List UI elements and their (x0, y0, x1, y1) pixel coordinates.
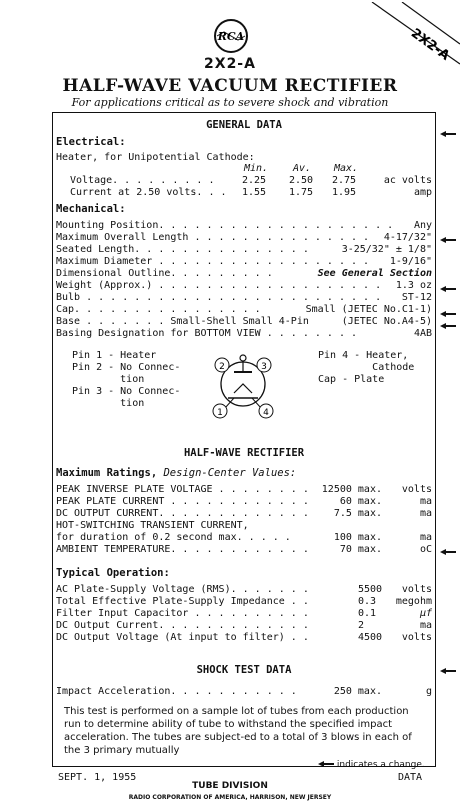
mech-row: Basing Designation for BOTTOM VIEW . . . . . . . . 4AB (56, 328, 432, 339)
pins-right-text: Pin 4 - Heater, Cathode Cap - Plate (318, 350, 415, 385)
rating-row: PEAK INVERSE PLATE VOLTAGE . . . . . . . . 12500 max. volts (56, 484, 432, 495)
change-arrow-icon (440, 549, 456, 555)
rating-row: DC OUTPUT CURRENT. . . . . . . . . . . . . 7.5 max. ma (56, 508, 432, 519)
change-arrow-icon (440, 668, 456, 674)
basing-diagram (200, 350, 286, 420)
change-arrow-icon (440, 131, 456, 137)
mech-row: Maximum Overall Length . . . . . . . . . . . . . . . 4-17/32" (56, 232, 432, 243)
mech-row: Seated Length. . . . . . . . . . . . . . . 3-25/32" ± 1/8" (56, 244, 432, 255)
pin-1-number: 1 (217, 408, 223, 418)
page-title: HALF-WAVE VACUUM RECTIFIER (62, 76, 398, 96)
heater-column-headers: Min. Av. Max. (244, 163, 359, 174)
mech-row: Dimensional Outline. . . . . . . . . See General Section (56, 268, 432, 279)
shock-heading: SHOCK TEST DATA (196, 664, 292, 676)
change-arrow-icon (440, 237, 456, 243)
rating-row: PEAK PLATE CURRENT . . . . . . . . . . . . 60 max. ma (56, 496, 432, 507)
logo-text: RCA (217, 30, 245, 43)
footer-date: SEPT. 1, 1955 (58, 772, 137, 783)
typical-row: DC Output Voltage (At input to filter) . . 4500 volts (56, 632, 432, 643)
typical-heading: Typical Operation: (56, 567, 170, 579)
footer-data-label: DATA (398, 772, 423, 783)
rating-row: HOT-SWITCHING TRANSIENT CURRENT, (56, 520, 249, 531)
typical-row: AC Plate-Supply Voltage (RMS). . . . . . . 5500 volts (56, 584, 432, 595)
mech-row: Mounting Position. . . . . . . . . . . . . . . . . . . . Any (56, 220, 432, 231)
shock-note: This test is performed on a sample lot of tubes from each production run to determine ability of tube to withstand the specified impact acceleration. The tubes are subject-ed to a total of 3 blows in each of the 3 primary mutually (64, 706, 412, 756)
change-legend: indicates a change. (318, 760, 425, 770)
rating-row: for duration of 0.2 second max. . . . . 100 max. ma (56, 532, 432, 543)
mechanical-heading: Mechanical: (56, 203, 126, 215)
rca-logo (213, 18, 249, 54)
rating-row: AMBIENT TEMPERATURE. . . . . . . . . . . . 70 max. oC (56, 544, 432, 555)
page-subtitle: For applications critical as to severe shock and vibration (71, 96, 389, 109)
mech-row: Base . . . . . . . Small-Shell Small 4-Pin (JETEC No.A4-5) (56, 316, 432, 327)
corner-code: 2X2-A (408, 25, 453, 64)
heater-voltage-row: Voltage. . . . . . . . . 2.25 2.50 2.75 ac volts (70, 175, 432, 186)
change-arrow-icon (318, 761, 334, 767)
pin-4-number: 4 (263, 408, 269, 418)
mech-row: Maximum Diameter . . . . . . . . . . . . . . . . . . 1-9/16" (56, 256, 432, 267)
change-arrow-icon (440, 311, 456, 317)
pin-3-number: 3 (261, 362, 267, 372)
footer-division: TUBE DIVISION (192, 781, 268, 791)
impact-row: Impact Acceleration. . . . . . . . . . . 250 max. g (56, 686, 432, 697)
change-arrow-icon (440, 323, 456, 329)
tube-code: 2X2-A (204, 56, 256, 72)
rectifier-heading: HALF-WAVE RECTIFIER (183, 447, 305, 459)
typical-row: Filter Input Capacitor . . . . . . . . . . 0.1 µf (56, 608, 432, 619)
typical-row: DC Output Current. . . . . . . . . . . . . 2 ma (56, 620, 432, 631)
mech-row: Weight (Approx.) . . . . . . . . . . . . . . . . . . . 1.3 oz (56, 280, 432, 291)
mech-row: Cap. . . . . . . . . . . . . . . . Small (JETEC No.C1-1) (56, 304, 432, 315)
mech-row: Bulb . . . . . . . . . . . . . . . . . . . . . . . . . ST-12 (56, 292, 432, 303)
footer-company: RADIO CORPORATION OF AMERICA, HARRISON, NEW JERSEY (128, 794, 332, 801)
general-data-heading: GENERAL DATA (206, 119, 282, 131)
pins-left-text: Pin 1 - Heater Pin 2 - No Connec- tion Pin 3 - No Connec- tion (72, 350, 181, 409)
ratings-heading: Maximum Ratings, Design-Center Values: (56, 467, 297, 479)
pin-2-number: 2 (219, 362, 225, 372)
change-arrow-icon (440, 286, 456, 292)
typical-row: Total Effective Plate-Supply Impedance . . 0.3 megohm (56, 596, 432, 607)
electrical-heading: Electrical: (56, 136, 126, 148)
heater-current-row: Current at 2.50 volts. . . 1.55 1.75 1.95 amp (70, 187, 432, 198)
heater-label: Heater, for Unipotential Cathode: (56, 152, 255, 163)
